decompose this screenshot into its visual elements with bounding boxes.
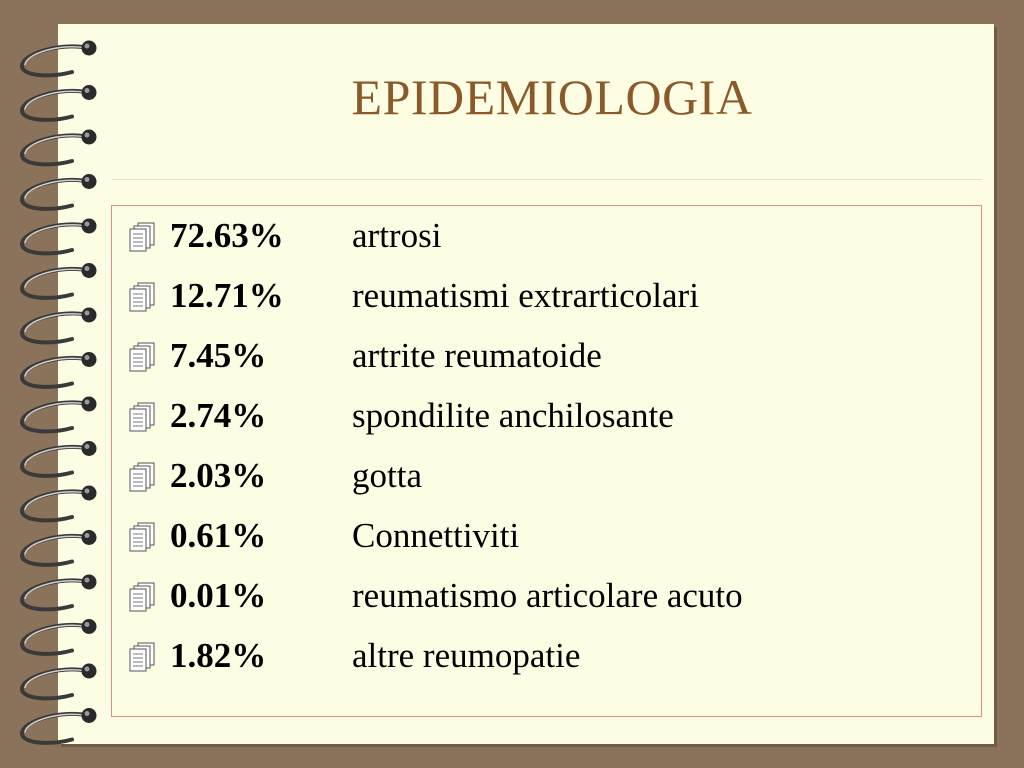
list-item bbox=[124, 214, 441, 258]
stacked-pages-icon bbox=[124, 219, 164, 253]
item-percentage: 2.74% bbox=[170, 396, 267, 435]
spiral-ring-icon bbox=[22, 619, 97, 654]
spiral-ring-icon bbox=[22, 219, 97, 254]
item-label: reumatismo articolare acuto bbox=[352, 576, 743, 615]
item-percentage: 0.01% bbox=[170, 576, 267, 615]
spiral-ring-icon bbox=[22, 308, 97, 343]
list-item bbox=[124, 574, 743, 618]
spiral-ring-icon bbox=[22, 441, 97, 476]
item-percentage: 72.63% bbox=[170, 216, 284, 255]
list-item bbox=[124, 394, 674, 438]
item-label: gotta bbox=[352, 456, 422, 495]
stacked-pages-icon bbox=[124, 339, 164, 373]
item-percentage: 2.03% bbox=[170, 456, 267, 495]
stacked-pages-icon bbox=[124, 639, 164, 673]
list-item bbox=[124, 514, 519, 558]
spiral-ring-icon bbox=[22, 575, 97, 610]
item-percentage: 12.71% bbox=[170, 276, 284, 315]
item-label: Connettiviti bbox=[352, 516, 520, 555]
stacked-pages-icon bbox=[124, 579, 164, 613]
item-label: artrite reumatoide bbox=[352, 336, 602, 375]
spiral-ring-icon bbox=[22, 130, 97, 165]
stacked-pages-icon bbox=[124, 459, 164, 493]
spiral-ring-icon bbox=[22, 174, 97, 209]
spiral-ring-icon bbox=[22, 263, 97, 298]
list-item bbox=[124, 274, 699, 318]
list-item bbox=[124, 634, 580, 678]
spiral-ring-icon bbox=[22, 664, 97, 699]
item-label: artrosi bbox=[352, 216, 442, 255]
spiral-ring-icon bbox=[22, 397, 97, 432]
spiral-ring-icon bbox=[22, 708, 97, 743]
stacked-pages-icon bbox=[124, 519, 164, 553]
item-label: reumatismi extrarticolari bbox=[352, 276, 699, 315]
item-label: spondilite anchilosante bbox=[352, 396, 674, 435]
spiral-ring-icon bbox=[22, 486, 97, 521]
spiral-ring-icon bbox=[22, 530, 97, 565]
stacked-pages-icon bbox=[124, 399, 164, 433]
slide-title: EPIDEMIOLOGIA bbox=[351, 69, 753, 125]
item-percentage: 7.45% bbox=[170, 336, 267, 375]
item-percentage: 0.61% bbox=[170, 516, 267, 555]
list-item bbox=[124, 454, 422, 498]
spiral-ring-icon bbox=[22, 352, 97, 387]
item-percentage: 1.82% bbox=[170, 636, 267, 675]
item-label: altre reumopatie bbox=[352, 636, 581, 675]
stacked-pages-icon bbox=[124, 279, 164, 313]
title-divider bbox=[112, 179, 982, 180]
list-item bbox=[124, 334, 602, 378]
